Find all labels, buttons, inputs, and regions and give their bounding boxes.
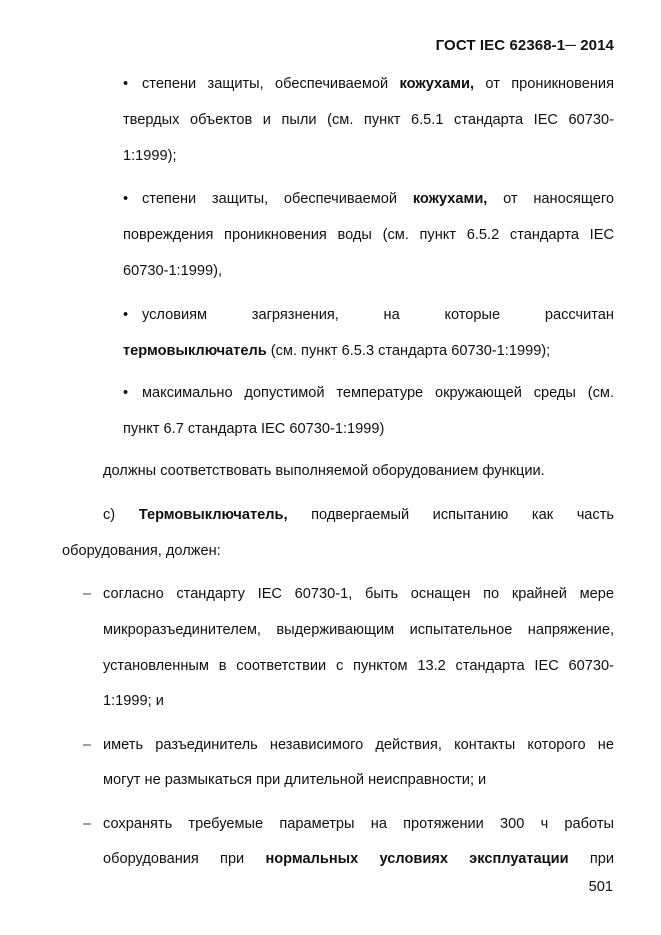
dash-2-line-1: иметь разъединитель независимого действия, контакты которого не: [103, 737, 614, 753]
page-number: 501: [588, 879, 613, 895]
bullet-3-line-1: условиям загрязнения, на которые рассчитан: [142, 307, 614, 323]
bullet-2-line-2: повреждения проникновения воды (см. пункт 6.5.2 стандарта IEC: [123, 227, 614, 243]
bullet-marker: •: [123, 76, 129, 92]
dash-marker: –: [83, 816, 92, 832]
bullet-marker: •: [123, 191, 129, 207]
dash-3-line-2: оборудования при нормальных условиях эксплуатации при: [103, 851, 614, 867]
bullet-marker: •: [123, 307, 129, 323]
bullet-4-line-2: пункт 6.7 стандарта IEC 60730-1:1999): [123, 421, 385, 437]
bullet-1-line-1: степени защиты, обеспечиваемой кожухами, от проникновения: [142, 76, 614, 92]
conclusion-text: должны соответствовать выполняемой оборудованием функции.: [103, 463, 545, 479]
dash-marker: –: [83, 737, 92, 753]
para-c-line-2: оборудования, должен:: [62, 543, 221, 559]
bullet-2-line-3: 60730-1:1999),: [123, 263, 222, 279]
bullet-2-line-1: степени защиты, обеспечиваемой кожухами, от наносящего: [142, 191, 614, 207]
dash-1-line-2: микроразъединителем, выдерживающим испытательное напряжение,: [103, 622, 614, 638]
document-header: ГОСТ IEC 62368-1─ 2014: [435, 37, 614, 54]
bullet-1-line-2: твердых объектов и пыли (см. пункт 6.5.1 стандарта IEC 60730-: [123, 112, 614, 128]
bullet-marker: •: [123, 385, 129, 401]
dash-1-line-1: согласно стандарту IEC 60730-1, быть оснащен по крайней мере: [103, 586, 614, 602]
dash-1-line-4: 1:1999; и: [103, 693, 164, 709]
bullet-3-line-2: термовыключатель (см. пункт 6.5.3 стандарта 60730-1:1999);: [123, 343, 551, 359]
dash-3-line-1: сохранять требуемые параметры на протяжении 300 ч работы: [103, 816, 614, 832]
dash-2-line-2: могут не размыкаться при длительной неисправности; и: [103, 772, 487, 788]
dash-1-line-3: установленным в соответствии с пунктом 13.2 стандарта IEC 60730-: [103, 658, 614, 674]
dash-marker: –: [83, 586, 92, 602]
bullet-1-line-3: 1:1999);: [123, 148, 177, 164]
para-c-line-1: с) Термовыключатель, подвергаемый испытанию как часть: [103, 507, 614, 523]
bullet-4-line-1: максимально допустимой температуре окружающей среды (см.: [142, 385, 614, 401]
